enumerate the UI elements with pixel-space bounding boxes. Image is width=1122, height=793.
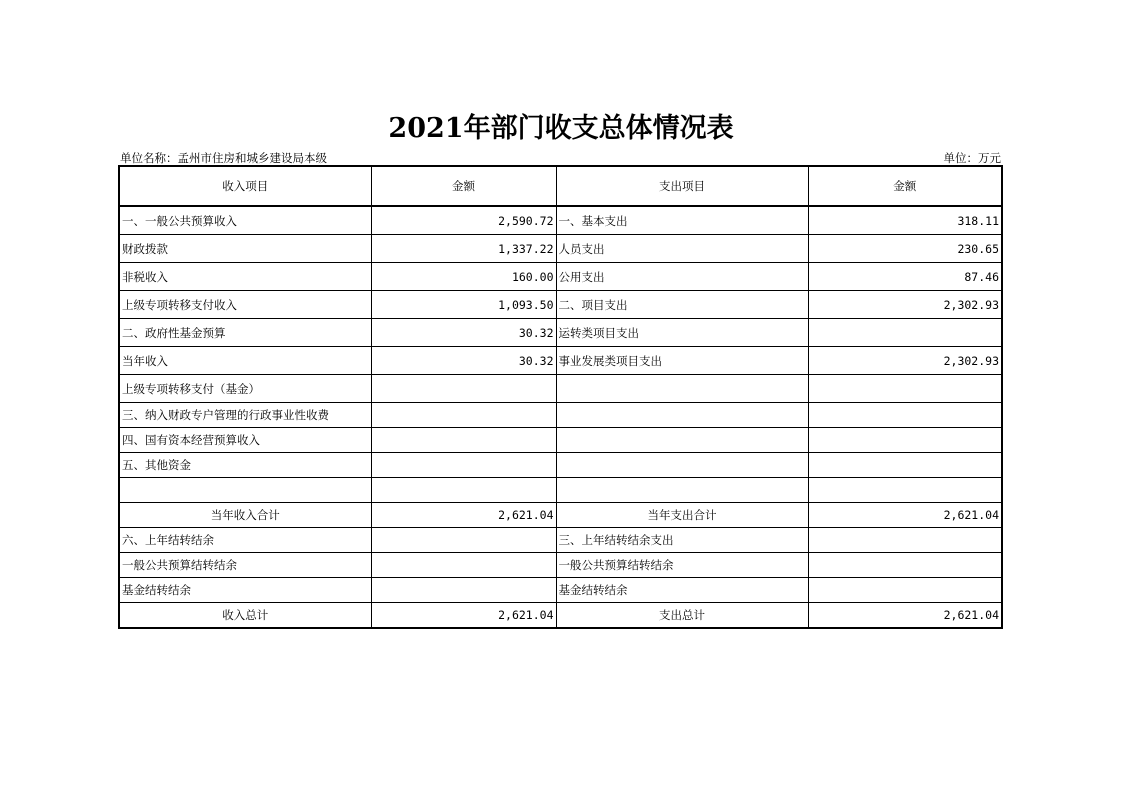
income-item: 四、国有资本经营预算收入 — [119, 428, 371, 453]
income-amount — [371, 428, 556, 453]
table-row — [119, 453, 1002, 478]
expense-amount: 2,621.04 — [808, 503, 1002, 528]
table-row — [119, 263, 1002, 291]
table-row — [119, 578, 1002, 603]
table-row — [119, 503, 1002, 528]
expense-amount: 230.65 — [808, 235, 1002, 263]
income-item: 基金结转结余 — [119, 578, 371, 603]
income-item: 二、政府性基金预算 — [119, 319, 371, 347]
table-row — [119, 347, 1002, 375]
header-expense-item: 支出项目 — [556, 166, 808, 206]
expense-item: 公用支出 — [556, 263, 808, 291]
income-amount — [371, 578, 556, 603]
expense-item: 运转类项目支出 — [556, 319, 808, 347]
table-row — [119, 291, 1002, 319]
unit-label: 单位：万元 — [943, 151, 1001, 165]
table-row — [119, 235, 1002, 263]
expense-item: 三、上年结转结余支出 — [556, 528, 808, 553]
income-item: 一般公共预算结转结余 — [119, 553, 371, 578]
table-row — [119, 375, 1002, 403]
expense-item: 基金结转结余 — [556, 578, 808, 603]
expense-amount — [808, 528, 1002, 553]
table-row — [119, 206, 1002, 235]
income-item: 上级专项转移支付（基金） — [119, 375, 371, 403]
income-amount: 2,590.72 — [371, 206, 556, 235]
expense-item — [556, 453, 808, 478]
expense-item: 支出总计 — [556, 603, 808, 629]
income-item: 三、纳入财政专户管理的行政事业性收费 — [119, 403, 371, 428]
income-amount — [371, 403, 556, 428]
income-item: 收入总计 — [119, 603, 371, 629]
expense-item: 当年支出合计 — [556, 503, 808, 528]
income-item: 五、其他资金 — [119, 453, 371, 478]
expense-amount: 87.46 — [808, 263, 1002, 291]
income-item: 六、上年结转结余 — [119, 528, 371, 553]
income-amount: 1,093.50 — [371, 291, 556, 319]
income-item: 财政拨款 — [119, 235, 371, 263]
expense-item — [556, 478, 808, 503]
page-title: 2021年部门收支总体情况表 — [388, 113, 734, 144]
header-income-amount: 金额 — [371, 166, 556, 206]
expense-item: 一般公共预算结转结余 — [556, 553, 808, 578]
table-row — [119, 553, 1002, 578]
expense-amount — [808, 478, 1002, 503]
income-item: 上级专项转移支付收入 — [119, 291, 371, 319]
expense-item — [556, 403, 808, 428]
income-item: 当年收入合计 — [119, 503, 371, 528]
income-amount: 2,621.04 — [371, 603, 556, 629]
expense-amount: 2,302.93 — [808, 347, 1002, 375]
header-income-item: 收入项目 — [119, 166, 371, 206]
income-amount — [371, 553, 556, 578]
income-amount: 30.32 — [371, 347, 556, 375]
expense-item — [556, 428, 808, 453]
table-row — [119, 603, 1002, 629]
expense-item: 一、基本支出 — [556, 206, 808, 235]
expense-amount — [808, 428, 1002, 453]
expense-item: 二、项目支出 — [556, 291, 808, 319]
income-amount: 1,337.22 — [371, 235, 556, 263]
table-row — [119, 428, 1002, 453]
income-item: 非税收入 — [119, 263, 371, 291]
expense-amount — [808, 375, 1002, 403]
unit-name: 单位名称：孟州市住房和城乡建设局本级 — [120, 151, 327, 165]
expense-amount — [808, 319, 1002, 347]
expense-amount — [808, 578, 1002, 603]
income-amount — [371, 528, 556, 553]
income-amount — [371, 478, 556, 503]
income-amount: 30.32 — [371, 319, 556, 347]
table-row — [119, 319, 1002, 347]
expense-amount: 2,302.93 — [808, 291, 1002, 319]
budget-table — [118, 165, 1003, 629]
expense-amount — [808, 553, 1002, 578]
income-item — [119, 478, 371, 503]
table-row — [119, 528, 1002, 553]
expense-amount — [808, 403, 1002, 428]
table-row — [119, 403, 1002, 428]
income-amount: 2,621.04 — [371, 503, 556, 528]
income-amount: 160.00 — [371, 263, 556, 291]
table-row — [119, 478, 1002, 503]
expense-amount: 318.11 — [808, 206, 1002, 235]
expense-amount: 2,621.04 — [808, 603, 1002, 629]
expense-item: 人员支出 — [556, 235, 808, 263]
expense-item — [556, 375, 808, 403]
expense-amount — [808, 453, 1002, 478]
header-expense-amount: 金额 — [808, 166, 1002, 206]
income-item: 当年收入 — [119, 347, 371, 375]
expense-item: 事业发展类项目支出 — [556, 347, 808, 375]
income-item: 一、一般公共预算收入 — [119, 206, 371, 235]
table-header-row — [119, 166, 1002, 206]
income-amount — [371, 453, 556, 478]
income-amount — [371, 375, 556, 403]
